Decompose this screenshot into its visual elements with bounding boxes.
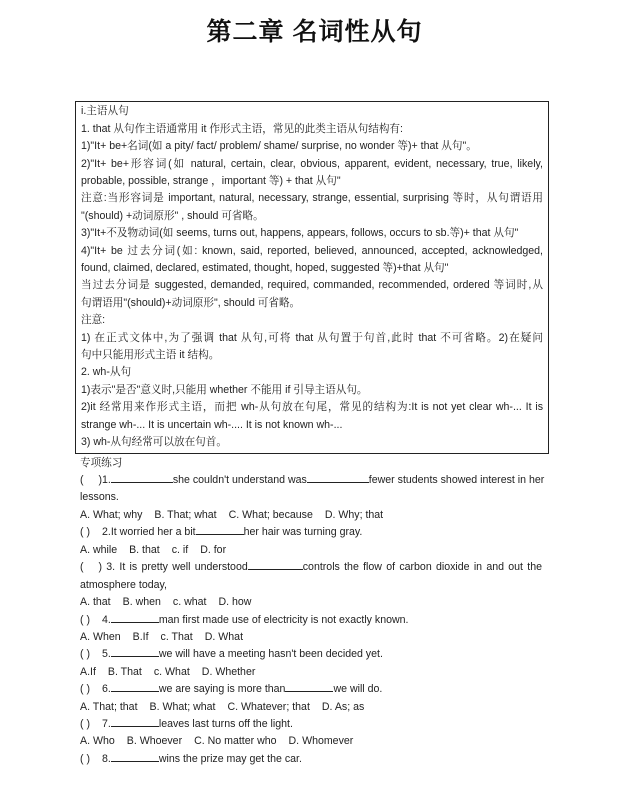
answer-blank[interactable] [111,751,159,762]
option-b[interactable]: B. What; what [149,701,216,713]
option-c[interactable]: C. No matter who [194,735,277,747]
option-b[interactable]: B. when [122,596,161,608]
notes-line: 2)"It+ be+形容词(如 natural, certain, clear, obvious, apparent, evident, necessary, true, likely, [81,158,543,170]
option-c[interactable]: c. what [172,596,207,608]
option-c[interactable]: c. That [160,631,193,643]
option-b[interactable]: B. That; what [154,509,217,521]
options-4 [80,629,255,646]
chapter-title: 第二章 名词性从句 [206,18,423,46]
answer-blank[interactable] [111,681,159,692]
notes-line: 3) wh-从句经常可以放在句首。 [81,436,227,448]
notes-line: 1) 在正式文体中,为了强调 that 从句,可将 that 从句置于句首,此时 that 不可省略。2)在疑问 [81,332,543,344]
answer-blank[interactable] [111,472,173,483]
option-b[interactable]: B.If [132,631,149,643]
answer-bracket[interactable]: ( ) [80,683,90,695]
options-3 [80,594,263,611]
option-a[interactable]: A. Who [80,735,115,747]
answer-blank[interactable] [196,524,244,535]
answer-bracket[interactable]: ( ) [80,474,102,486]
options-6 [80,699,376,716]
options-2 [80,542,238,559]
answer-bracket[interactable]: ( ) [80,561,102,573]
notes-subheading: 2. wh-从句 [81,366,132,378]
grammar-notes-box [75,101,549,454]
option-b[interactable]: B. that [129,544,160,556]
option-d[interactable]: D. Whomever [288,735,354,747]
question-continuation: atmosphere today, [80,579,167,591]
exercise-heading: 专项练习 [80,457,123,469]
option-d[interactable]: D. As; as [321,701,365,713]
answer-blank[interactable] [248,559,303,570]
question-6: ( ) 6. we are saying is more than we will do. [80,681,382,698]
notes-line: 1)表示"是否"意义时,只能用 whether 不能用 if 引导主语从句。 [81,384,368,396]
answer-bracket[interactable]: ( ) [80,753,90,765]
option-d[interactable]: D. how [218,596,252,608]
question-continuation: lessons. [80,491,119,503]
question-5: ( ) 5. we will have a meeting hasn't been decided yet. [80,646,383,663]
options-1 [80,507,395,524]
notes-line: 句中只能用形式主语 it 结构。 [81,349,220,361]
option-a[interactable]: A. while [80,544,118,556]
question-2: ( ) 2.It worried her a bit her hair was turning gray. [80,524,362,541]
answer-bracket[interactable]: ( ) [80,614,90,626]
notes-line: 1)"It+ be+名词(如 a pity/ fact/ problem/ shame/ surprise, no wonder 等)+ that 从句"。 [81,140,477,152]
notes-line: found, claimed, declared, estimated, thought, hoped, suggested 等)+that 从句" [81,262,449,274]
option-b[interactable]: B. That [107,666,142,678]
option-c[interactable]: C. Whatever; that [227,701,310,713]
notes-line: 注意: [81,314,106,326]
answer-blank[interactable] [111,612,159,623]
option-c[interactable]: c. if [171,544,189,556]
notes-line: 当过去分词是 suggested, demanded, required, commanded, recommended, ordered 等词时,从 [81,279,543,291]
option-d[interactable]: D. What [204,631,244,643]
notes-line: 4)"It+ be 过去分词(如: known, said, reported, believed, announced, accepted, acknowledged, [81,245,543,257]
option-d[interactable]: D. for [200,544,227,556]
answer-bracket[interactable]: ( ) [80,648,90,660]
question-4: ( ) 4. man first made use of electricity is not exactly known. [80,612,409,629]
question-8: ( ) 8. wins the prize may get the car. [80,751,302,768]
notes-line: "(should) +动词原形" , should 可省略。 [81,210,264,222]
option-c[interactable]: C. What; because [228,509,313,521]
question-3: ( ) 3. It is pretty well understood controls the flow of carbon dioxide in and out the [80,559,542,576]
answer-blank[interactable] [307,472,369,483]
option-c[interactable]: c. What [153,666,190,678]
question-7: ( ) 7. leaves last turns off the light. [80,716,293,733]
option-d[interactable]: D. Why; that [324,509,384,521]
options-5 [80,664,267,681]
notes-line: 注意:当形容词是 important, natural, necessary, strange, essential, surprising 等时，从句谓语用 [81,192,543,204]
answer-bracket[interactable]: ( ) [80,526,90,538]
option-a[interactable]: A. that [80,596,111,608]
question-1: ( )1. she couldn't understand was fewer students showed interest in her [80,472,542,489]
option-a[interactable]: A. That; that [80,701,138,713]
option-a[interactable]: A. When [80,631,121,643]
notes-line: 1. that 从句作主语通常用 it 作形式主语，常见的此类主语从句结构有: [81,123,403,135]
notes-heading: i.主语从句 [81,105,129,117]
option-a[interactable]: A. What; why [80,509,143,521]
notes-line: 3)"It+不及物动词(如 seems, turns out, happens, appears, follows, occurs to sb.等)+ that 从句" [81,227,519,239]
answer-blank[interactable] [111,716,159,727]
answer-bracket[interactable]: ( ) [80,718,90,730]
notes-line: strange wh-... It is uncertain wh-.... It is not known wh-... [81,419,343,431]
option-d[interactable]: D. Whether [201,666,256,678]
notes-line: probable, possible, strange ，important 等) + that 从句" [81,175,341,187]
answer-blank[interactable] [285,681,333,692]
notes-line: 2)it 经常用来作形式主语，而把 wh-从句放在句尾，常见的结构为:It is not yet clear wh-... It is [81,401,543,413]
option-b[interactable]: B. Whoever [126,735,183,747]
option-a[interactable]: A.If [80,666,96,678]
notes-line: 句谓语用"(should)+动词原形", should 可省略。 [81,297,301,309]
options-7 [80,733,365,750]
answer-blank[interactable] [111,646,159,657]
